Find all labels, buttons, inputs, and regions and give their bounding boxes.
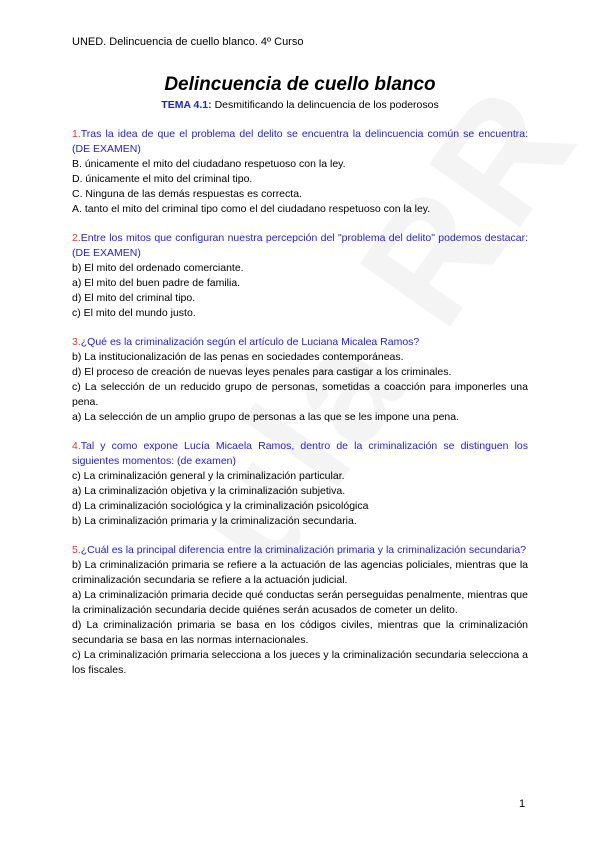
questions-list <box>72 127 528 692</box>
answer-option: a) La selección de un amplio grupo de personas a las que se les impone una pena. <box>72 411 460 423</box>
answer-option: a) La criminalización primaria decide qué conductas serán perseguidas penalmente, mientras que la criminalización secundaria decide quiénes serán acusados de cometer un delito. <box>72 589 528 616</box>
answer-option: c) La selección de un reducido grupo de personas, sometidas a coacción para imponerles una pena. <box>72 381 528 408</box>
answer-option: b) La institucionalización de las penas en sociedades contemporáneas. <box>72 351 404 363</box>
question-statement: Tras la idea de que el problema del delito se encuentra la delincuencia común se encuentra: (DE EXAMEN) <box>72 128 528 155</box>
question-text <box>72 231 528 261</box>
question-text <box>72 439 528 469</box>
subtitle-text: Desmitificando la delincuencia de los poderosos <box>211 99 439 111</box>
answer-option: b) La criminalización primaria y la criminalización secundaria. <box>72 515 357 527</box>
answer-option: A. tanto el mito del criminal tipo como el del ciudadano respetuoso con la ley. <box>72 203 431 215</box>
question-number: 5. <box>72 544 81 556</box>
question-text <box>72 335 528 350</box>
question-number: 3. <box>72 336 81 348</box>
question-block <box>72 543 528 678</box>
answer-option: d) El mito del criminal tipo. <box>72 292 196 304</box>
question-text <box>72 543 528 558</box>
question-block <box>72 127 528 217</box>
question-number: 4. <box>72 440 81 452</box>
question-statement: Entre los mitos que configuran nuestra percepción del "problema del delito" podemos destacar: (DE EXAMEN) <box>72 232 528 259</box>
answer-option: c) La criminalización primaria selecciona a los jueces y la criminalización secundaria selecciona a los fiscales. <box>72 649 528 676</box>
answer-option: C. Ninguna de las demás respuestas es correcta. <box>72 188 302 200</box>
answer-option: B. únicamente el mito del ciudadano respetuoso con la ley. <box>72 158 346 170</box>
subtitle-topic: TEMA 4.1: <box>161 99 212 111</box>
answer-option: d) El proceso de creación de nuevas leyes penales para castigar a los criminales. <box>72 366 452 378</box>
answer-option: c) El mito del mundo justo. <box>72 307 196 319</box>
question-statement: ¿Qué es la criminalización según el artículo de Luciana Micalea Ramos? <box>80 336 420 348</box>
answer-option: b) La criminalización primaria se refiere a la actuación de las agencias policiales, mientras que la criminalización secundaria se refiere a la actuación judicial. <box>72 559 528 586</box>
answer-option: a) La criminalización objetiva y la criminalización subjetiva. <box>72 485 346 497</box>
page-header: UNED. Delincuencia de cuello blanco. 4º Curso <box>72 36 304 48</box>
question-statement: ¿Cuál es la principal diferencia entre la criminalización primaria y la criminalización secundaria? <box>80 544 527 556</box>
answer-option: c) La criminalización general y la criminalización particular. <box>72 470 345 482</box>
answer-option: d) La criminalización primaria se basa en los códigos civiles, mientras que la criminalización secundaria se basa en las normas internacionales. <box>72 619 528 646</box>
answer-option: D. únicamente el mito del criminal tipo. <box>72 173 253 185</box>
question-text <box>72 127 528 157</box>
answer-option: a) El mito del buen padre de familia. <box>72 277 241 289</box>
page-number: 1 <box>519 798 526 810</box>
question-number: 2. <box>72 232 81 244</box>
question-number: 1. <box>72 128 81 140</box>
question-block <box>72 335 528 425</box>
question-block <box>72 231 528 321</box>
answer-option: d) La criminalización sociológica y la criminalización psicológica <box>72 500 369 512</box>
document-subtitle <box>0 99 600 111</box>
document-title: Delincuencia de cuello blanco <box>164 74 436 95</box>
question-statement: Tal y como expone Lucía Micaela Ramos, dentro de la criminalización se distinguen los siguientes momentos: (de examen) <box>72 440 528 467</box>
answer-option: b) El mito del ordenado comerciante. <box>72 262 244 274</box>
question-block <box>72 439 528 529</box>
